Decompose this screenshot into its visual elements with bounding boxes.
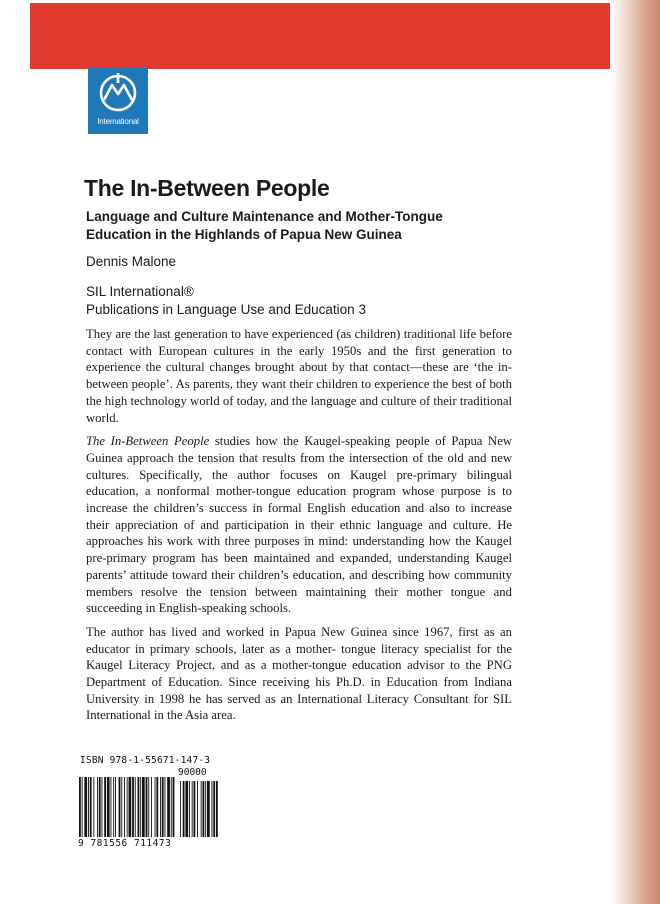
sil-logo (88, 68, 148, 134)
blurb-paragraph-2 (86, 433, 512, 617)
barcode-addon-bar (192, 781, 193, 837)
barcode-bar (119, 777, 121, 837)
barcode-bar (82, 777, 83, 837)
barcode-bar (104, 777, 106, 837)
barcode-bar (124, 777, 125, 837)
author-name: Dennis Malone (86, 254, 177, 269)
barcode-bar (121, 777, 122, 837)
barcode-addon-bar (197, 781, 198, 837)
barcode-bar (84, 777, 87, 837)
barcode-bar (111, 777, 112, 837)
barcode-bar (93, 777, 94, 837)
publisher-name: SIL International® (86, 284, 194, 299)
barcode-bar (151, 777, 152, 837)
barcode-bar (138, 777, 140, 837)
barcode-bar (156, 777, 158, 837)
blurb-book-title: The In-Between People (86, 434, 210, 449)
barcode-bar (142, 777, 145, 837)
subtitle-line-1: Language and Culture Maintenance and Mother-Tongue (86, 209, 443, 224)
spine-shadow (610, 0, 660, 904)
barcode-bar (173, 777, 175, 837)
series-name: Publications in Language Use and Education 3 (86, 302, 366, 317)
barcode (78, 755, 220, 849)
barcode-addon-bar (183, 781, 185, 837)
red-top-band (30, 3, 630, 69)
barcode-bar (132, 777, 134, 837)
barcode-bar (79, 777, 81, 837)
barcode-bar (148, 777, 149, 837)
blurb-paragraph-1: They are the last generation to have experienced (as children) traditional life before contact with European cultures in the early 1950s and the first generation to experience the cultural changes brought about by that contact—these are ‘the in-between people’. As parents, they want their children to experience the best of both the high technology world of today, and the language and culture of their traditional world. (86, 327, 512, 425)
barcode-addon-bar (207, 781, 210, 837)
barcode-bar (167, 777, 170, 837)
barcode-bar (140, 777, 141, 837)
barcode-bar (129, 777, 132, 837)
barcode-addon-bar (194, 781, 196, 837)
barcode-addon-bar (185, 781, 188, 837)
barcode-bar (102, 777, 103, 837)
barcode-bar (107, 777, 110, 837)
blurb-paragraph-3: The author has lived and worked in Papua New Guinea since 1967, first as an educator in primary schools, later as a mother- tongue literacy specialist for the Kaugel Literacy Project, and as a mother-tongue education advisor to the PNG Department of Education. Since receiving his Ph.D. in Education from Indiana University in 1998 he has served as an International Literacy Consultant for SIL International in the Asia area. (86, 624, 512, 723)
blurb-paragraph-2-text: studies how the Kaugel-speaking people of Papua New Guinea approach the tension that results from the intersection of the old and new cultures. Specifically, the author focuses on Kaugel pre-primary bilingual education, a nonformal mother-tongue education program whose purpose is to increase the children’s success in formal English education and also to increase their appreciation of and participation in their ethnic language and culture. He approaches his work with three purposes in mind: understanding how the Kaugel pre-primary program has been maintained and expanded, understanding Kaugel parents’ attitude toward their children’s education, and describing how community members resolve the tension between maintaining their mother tongue and succeeding in English-speaking schools. (86, 434, 512, 616)
isbn-label: ISBN 978-1-55671-147-3 (80, 755, 211, 766)
barcode-addon-bar (213, 781, 215, 837)
barcode-bar (155, 777, 156, 837)
barcode-bar (146, 777, 148, 837)
sil-logo-icon (88, 68, 148, 118)
barcode-bar (171, 777, 172, 837)
barcode-addon-bar (180, 781, 181, 837)
barcode-bar (99, 777, 101, 837)
barcode-bar (127, 777, 128, 837)
barcode-bar (90, 777, 92, 837)
barcode-addon-bar (203, 781, 205, 837)
barcode-addon-bar (189, 781, 190, 837)
barcode-bar (165, 777, 166, 837)
barcode-bar (88, 777, 89, 837)
barcode-addon-bar (205, 781, 206, 837)
book-title: The In-Between People (84, 175, 330, 201)
sil-logo-label: International (97, 117, 139, 126)
barcode-bar (162, 777, 164, 837)
barcode-bar (160, 777, 161, 837)
barcode-digits: 9 781556 711473 (78, 838, 172, 849)
barcode-addon-bar (216, 781, 218, 837)
price-code: 90000 (178, 767, 207, 778)
barcode-bar (113, 777, 114, 837)
subtitle-line-2: Education in the Highlands of Papua New Guinea (86, 227, 402, 242)
book-subtitle (86, 208, 526, 244)
blurb (86, 326, 512, 731)
barcode-bar (135, 777, 136, 837)
barcode-bar (115, 777, 116, 837)
barcode-addon-bar (201, 781, 202, 837)
barcode-bar (97, 777, 98, 837)
barcode-addon-bar (212, 781, 213, 837)
barcode-bars (78, 777, 220, 839)
publisher-info (86, 283, 366, 319)
